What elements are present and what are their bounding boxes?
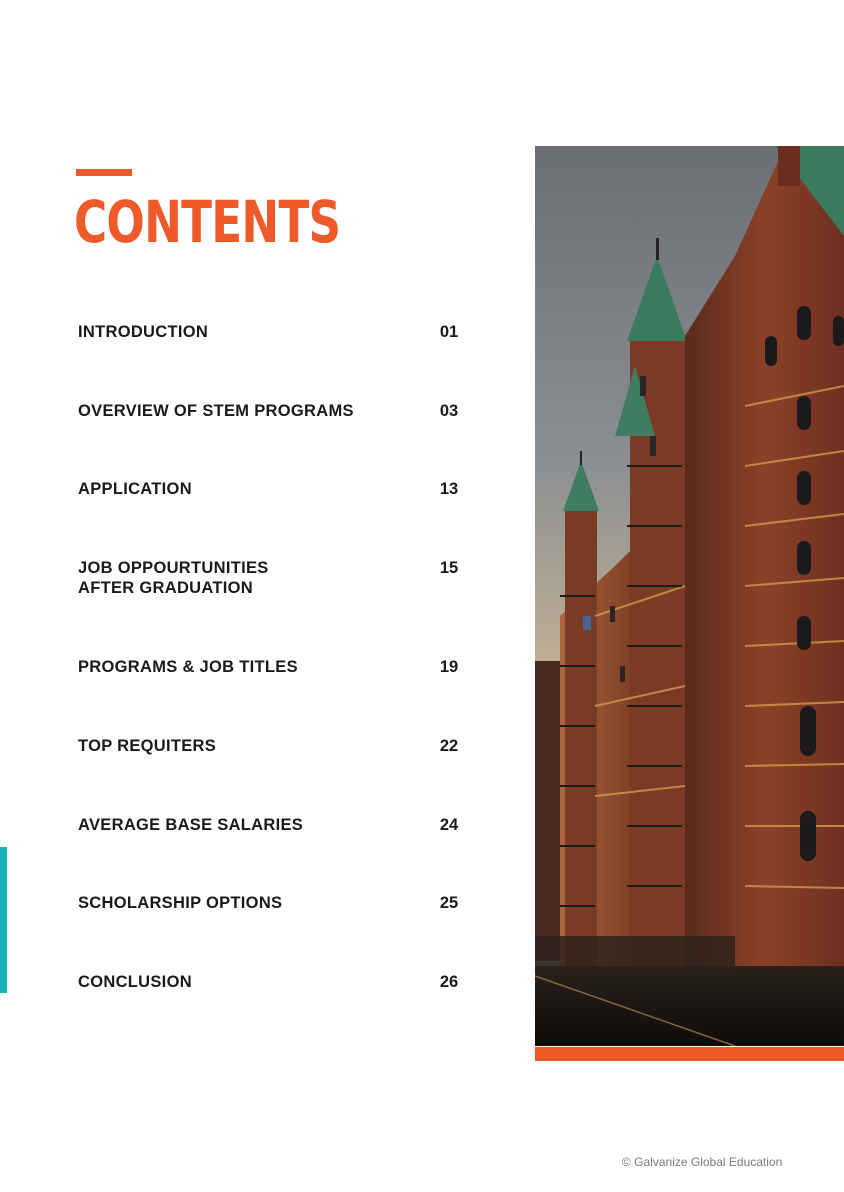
footer-copyright: © Galvanize Global Education: [622, 1155, 783, 1169]
side-accent-bar: [0, 847, 7, 993]
toc-entry-label: PROGRAMS & JOB TITLES: [78, 658, 298, 676]
toc-entry-label: JOB OPPOURTUNITIES AFTER GRADUATION: [78, 559, 269, 597]
toc-entry-label: INTRODUCTION: [78, 323, 209, 341]
toc-entry-page: 19: [439, 658, 459, 676]
toc-entry-page: 15: [439, 559, 459, 577]
toc-entry-label: AVERAGE BASE SALARIES: [78, 816, 304, 834]
toc-entry-label: TOP REQUITERS: [78, 737, 217, 755]
toc-entry-page: 03: [439, 402, 459, 420]
toc-entry-label: CONCLUSION: [78, 973, 192, 991]
toc-entry-page: 13: [439, 480, 459, 498]
toc-entry-page: 22: [439, 737, 459, 755]
toc-entry-page: 01: [439, 323, 459, 341]
toc-entry-label: SCHOLARSHIP OPTIONS: [78, 894, 283, 912]
toc-entry-page: 24: [439, 816, 459, 834]
toc-entry-label: APPLICATION: [78, 480, 192, 498]
page-title: CONTENTS: [74, 188, 341, 256]
toc-entry-label: OVERVIEW OF STEM PROGRAMS: [78, 402, 354, 420]
toc-entry-page: 26: [439, 973, 459, 991]
title-accent-bar: [76, 169, 132, 176]
toc-entry-page: 25: [439, 894, 459, 912]
photo-accent-bar: [535, 1047, 844, 1061]
building-photo: [535, 146, 844, 1046]
